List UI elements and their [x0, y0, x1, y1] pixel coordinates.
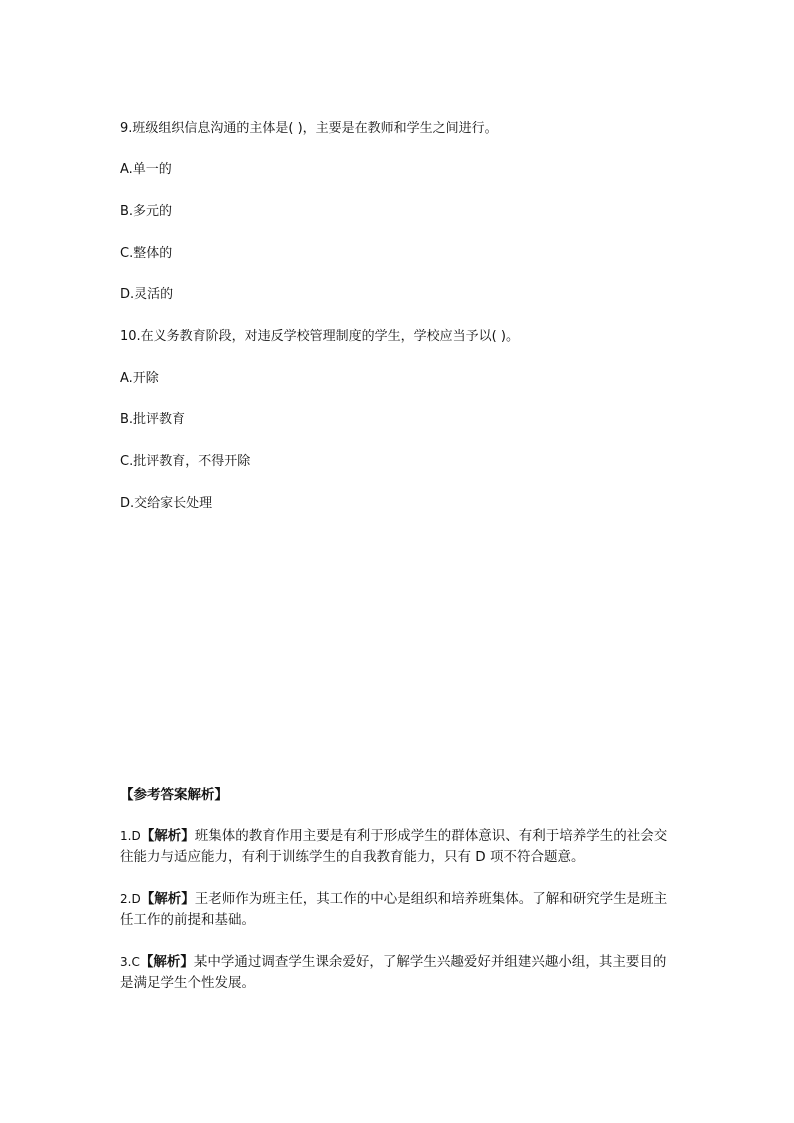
question-10-option-c: C.批评教育，不得开除: [120, 454, 251, 469]
question-10-option-b: B.批评教育: [120, 412, 186, 427]
answer-3-number: 3.C: [120, 955, 140, 969]
answer-2-text: 王老师作为班主任，其工作的中心是组织和培养班集体。了解和研究学生是班主任工作的前提和基础。: [120, 891, 668, 928]
question-9-option-a: A.单一的: [120, 162, 172, 177]
answer-item-2: [120, 889, 676, 931]
question-10-option-d: D.交给家长处理: [120, 496, 213, 511]
question-9-option-d: D.灵活的: [120, 287, 174, 302]
answers-title: 【参考答案解析】: [120, 787, 228, 803]
question-9-option-c: C.整体的: [120, 246, 173, 261]
answer-2-number: 2.D: [120, 892, 141, 906]
question-10-stem: 10.在义务教育阶段，对违反学校管理制度的学生，学校应当予以( )。: [120, 329, 519, 344]
answer-3-text: 某中学通过调查学生课余爱好，了解学生兴趣爱好并组建兴趣小组，其主要目的是满足学生个性发展。: [120, 954, 667, 991]
answer-1-number: 1.D: [120, 829, 141, 843]
answer-1-tag: 【解析】: [140, 828, 195, 844]
answer-item-3: [120, 952, 676, 994]
answer-item-1: [120, 826, 676, 868]
answer-1-text: 班集体的教育作用主要是有利于形成学生的群体意识、有利于培养学生的社会交往能力与适应能力，有利于训练学生的自我教育能力，只有 D 项不符合题意。: [120, 828, 668, 865]
question-10-option-a: A.开除: [120, 371, 159, 386]
answer-3-tag: 【解析】: [139, 954, 194, 970]
question-9-stem: 9.班级组织信息沟通的主体是( )，主要是在教师和学生之间进行。: [120, 121, 498, 136]
question-9-option-b: B.多元的: [120, 204, 173, 219]
answer-2-tag: 【解析】: [140, 891, 195, 907]
